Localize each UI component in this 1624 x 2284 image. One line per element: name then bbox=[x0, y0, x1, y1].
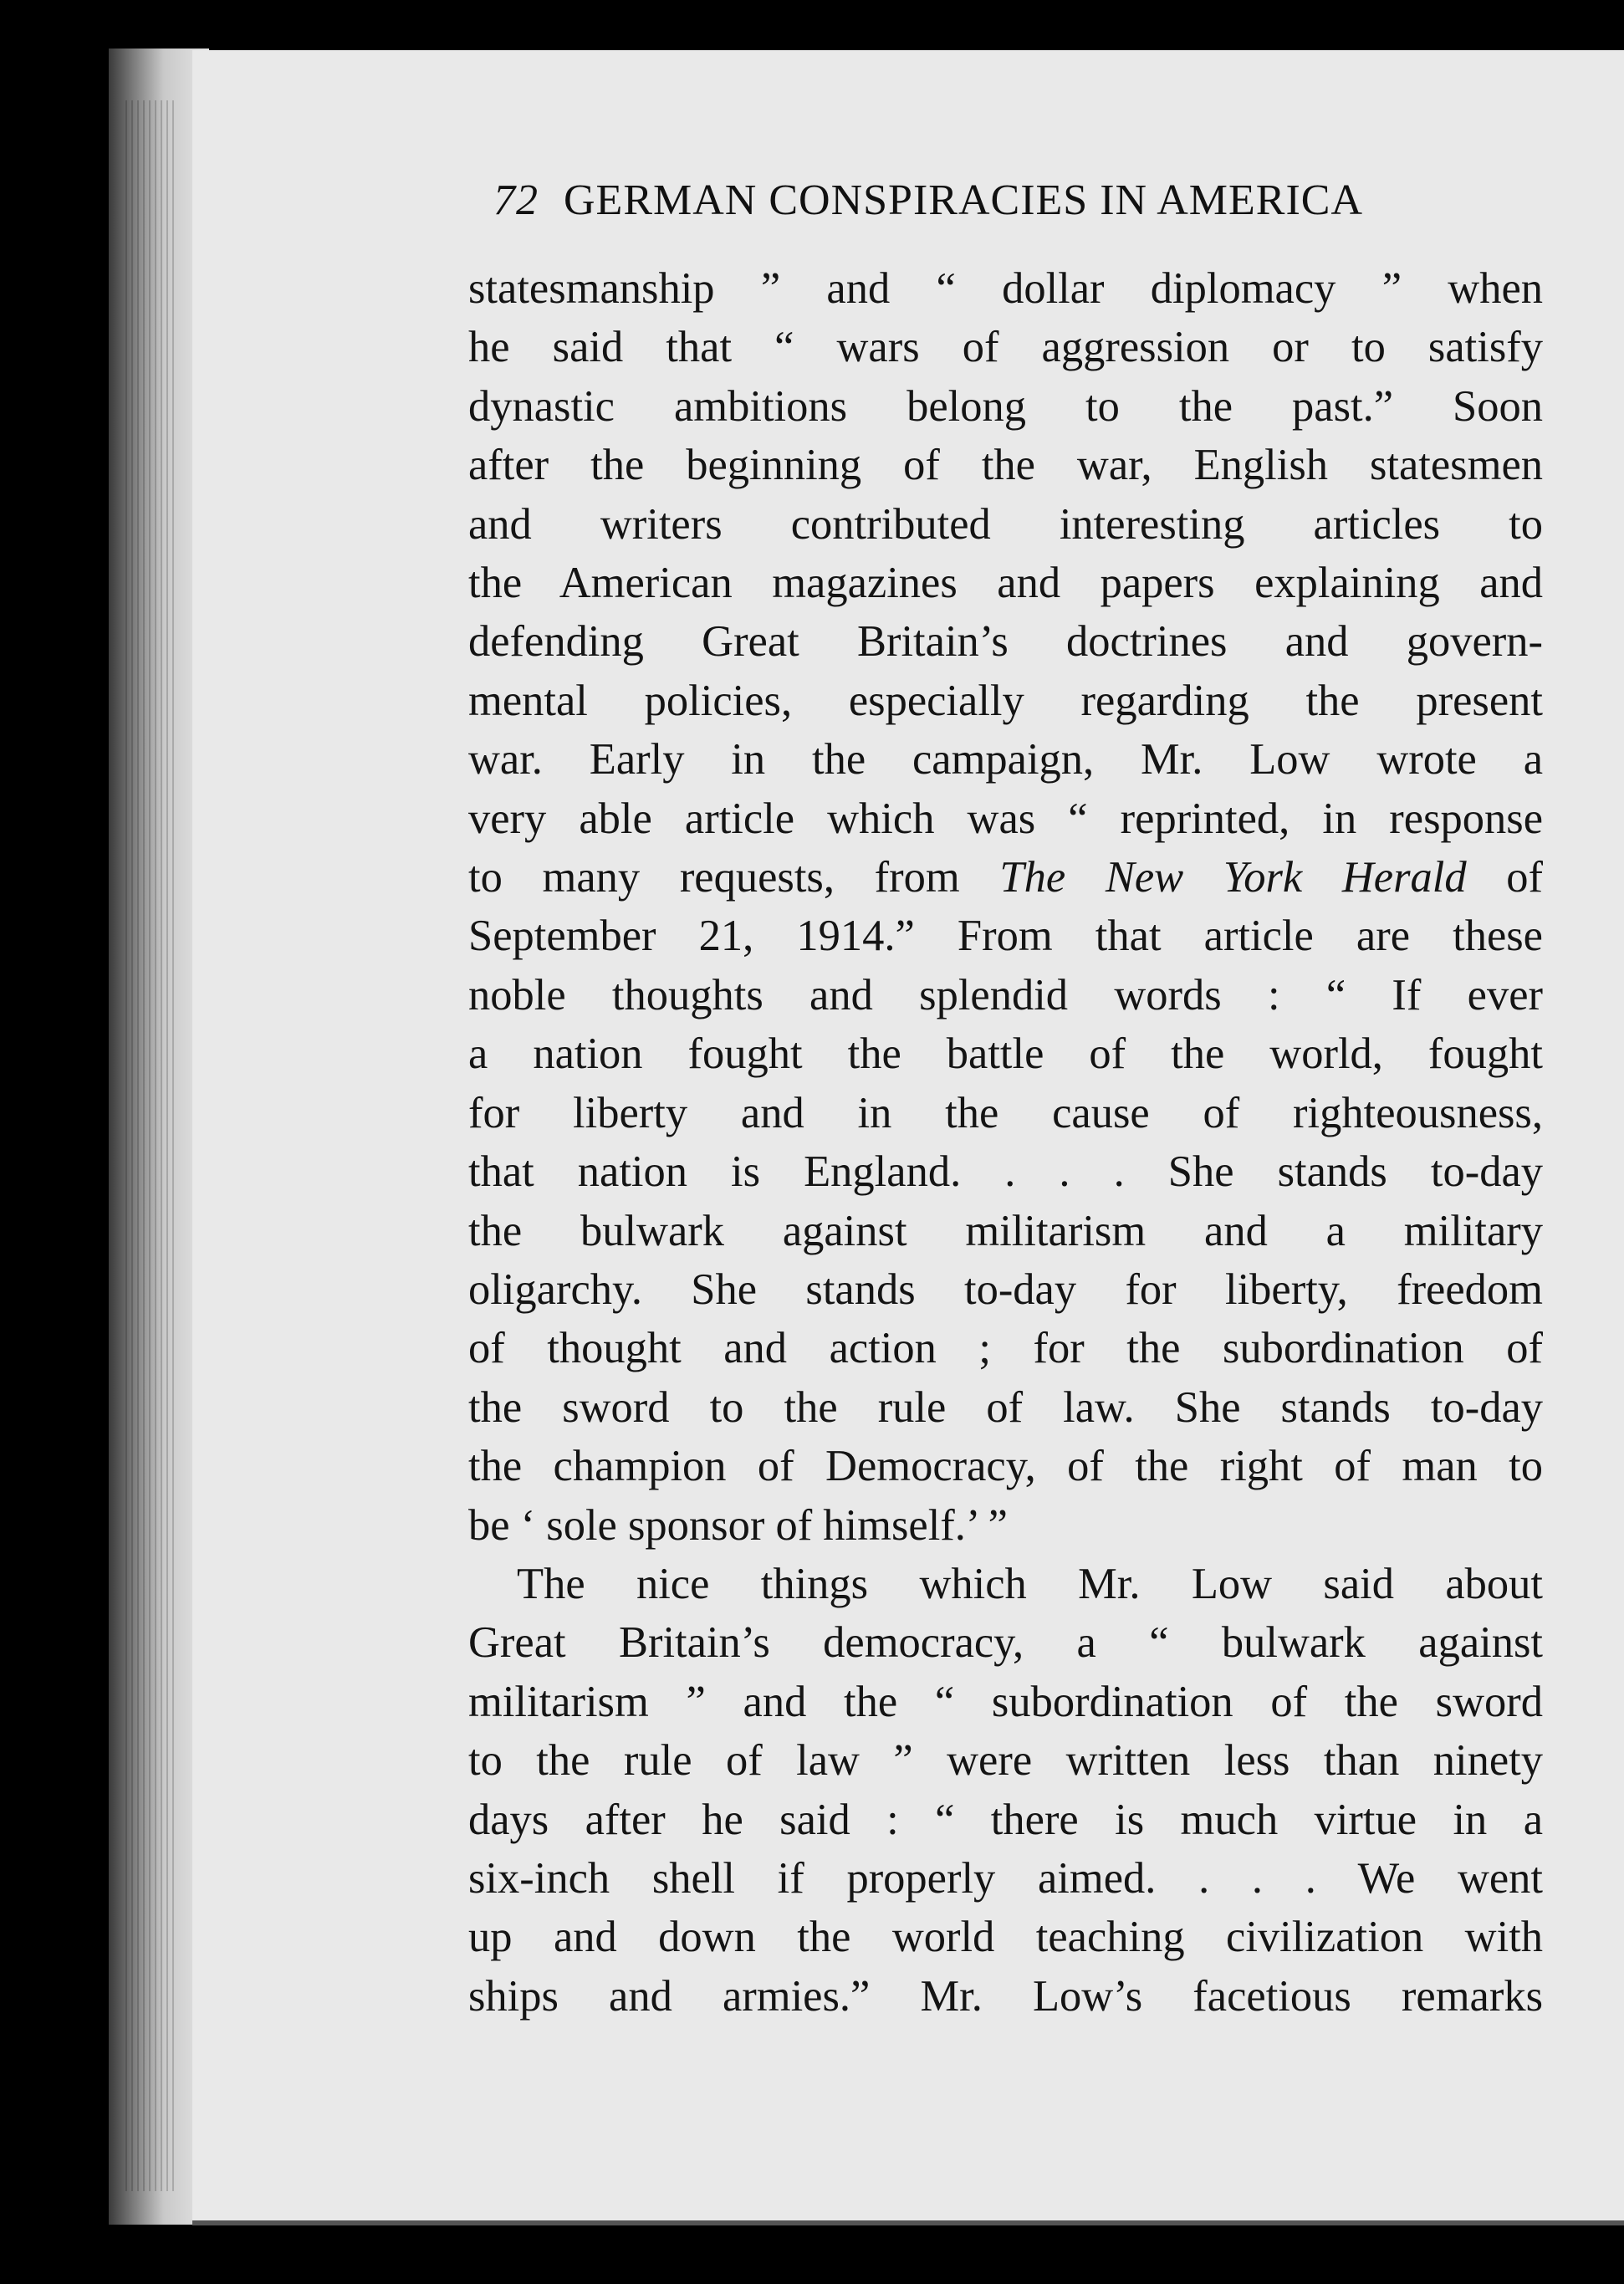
text-line: the bulwark against militarism and a military bbox=[468, 1206, 1543, 1255]
page-edge-texture bbox=[125, 100, 176, 2191]
text-line: that nation is England. . . . She stands to-day bbox=[468, 1147, 1543, 1197]
text-line: noble thoughts and splendid words : “ If ever bbox=[468, 970, 1543, 1019]
newspaper-title: The New York Herald bbox=[999, 853, 1467, 902]
text-line: the champion of Democracy, of the right of man to bbox=[468, 1442, 1543, 1491]
text-line: militarism ” and the “ subordination of the sword bbox=[468, 1677, 1543, 1726]
text-line: after the beginning of the war, English statesmen bbox=[468, 441, 1543, 490]
page-bottom-edge bbox=[192, 2220, 1624, 2225]
text-line: of thought and action ; for the subordination of bbox=[468, 1324, 1543, 1373]
text-line: oligarchy. She stands to-day for liberty, freedom bbox=[468, 1265, 1543, 1314]
text-line: very able article which was “ reprinted, in response bbox=[468, 794, 1543, 843]
text-segment: to many requests, from bbox=[468, 853, 960, 902]
text-line: and writers contributed interesting articles to bbox=[468, 499, 1543, 549]
text-line-with-italic bbox=[468, 848, 1543, 907]
text-line: The nice things which Mr. Low said about bbox=[517, 1559, 1543, 1608]
text-line: to the rule of law ” were written less than ninety bbox=[468, 1736, 1543, 1786]
text-line: a nation fought the battle of the world, fought bbox=[468, 1030, 1543, 1079]
text-line: Great Britain’s democracy, a “ bulwark against bbox=[468, 1618, 1543, 1668]
text-line: for liberty and in the cause of righteousness, bbox=[468, 1088, 1543, 1137]
text-line: days after he said : “ there is much virtue in a bbox=[468, 1795, 1543, 1844]
text-line: war. Early in the campaign, Mr. Low wrote a bbox=[468, 735, 1543, 784]
text-line: he said that “ wars of aggression or to satisfy bbox=[468, 323, 1543, 372]
text-segment: of bbox=[1506, 853, 1544, 902]
text-line: ships and armies.” Mr. Low’s facetious remarks bbox=[468, 1971, 1543, 2021]
running-head: GERMAN CONSPIRACIES IN AMERICA bbox=[564, 176, 1363, 224]
text-line: mental policies, especially regarding the present bbox=[468, 676, 1543, 725]
text-line: defending Great Britain’s doctrines and govern- bbox=[468, 617, 1543, 667]
text-line: statesmanship ” and “ dollar diplomacy ” when bbox=[468, 264, 1543, 313]
text-line: up and down the world teaching civilization with bbox=[468, 1913, 1543, 1962]
text-line: the sword to the rule of law. She stands to-day bbox=[468, 1382, 1543, 1432]
body-text bbox=[468, 259, 1543, 2026]
text-line: dynastic ambitions belong to the past.” Soon bbox=[468, 381, 1543, 431]
text-line: September 21, 1914.” From that article are these bbox=[468, 912, 1543, 961]
text-line: the American magazines and papers explaining and bbox=[468, 559, 1543, 608]
page-header bbox=[493, 176, 1530, 243]
text-line: be ‘ sole sponsor of himself.’ ” bbox=[468, 1500, 1008, 1550]
text-line: six-inch shell if properly aimed. . . . We went bbox=[468, 1853, 1543, 1903]
page-number: 72 bbox=[493, 176, 539, 224]
